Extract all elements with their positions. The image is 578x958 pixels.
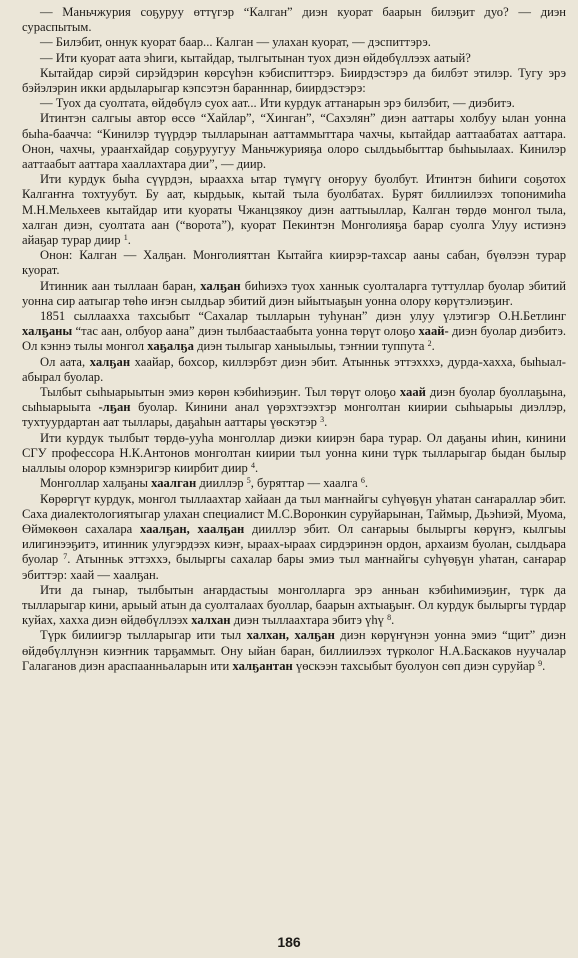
text-run: 1851 сыллааххa тахсыбыт “Сахалар тылларын туһунан” диэн улуу үлэтигэр О.Н.Бетлинг	[40, 309, 566, 324]
text-run: дииллэр эбит. Ол саҥарыы былыргы көрүҥэ, кылгыы илигинээҕитэ, итинник улугэрдээх киэҥ, ыраах-ыраах сирдэринэн ордон, архаизм буолан, сылдьара буолар	[22, 521, 566, 567]
bold-term: халхан	[191, 613, 231, 628]
text-run: .	[431, 339, 435, 354]
bold-term: хаҕалҕа	[147, 339, 194, 354]
paragraph	[22, 279, 566, 309]
text-run: диэн тыллаахтара эбитэ үһү	[230, 613, 388, 628]
text-run: Ити да гынар, тылбытын аҥардастыы монголларга эрэ анньан кэбиһимиэҕиҥ, түрк да тылларыгар кини, арыый атын да суолталаах буоллар, баарын ахтыаҕыҥ. Ол курдук былыргы түрдар куйах, хахха диэн өйдөбүллээх	[22, 582, 566, 628]
text-run: буолар. Кинини анал үөрэхтээхтэр монголтан киирии сыһыарыы диэллэр, тухтуурдартан аат тыллары, даҕаһын ааттары үөскэтэр	[22, 400, 566, 430]
bold-term: хаай-	[418, 324, 449, 339]
text-run: , буряттар — хаалга	[250, 476, 361, 491]
bold-term: хаалҕан, хаалҕан	[139, 521, 245, 536]
text-run: Көрөргүт курдук, монгол тыллаахтар хайаан да тыл маҥнайгы суһүөҕүн уһатан саҥараллар эбит. Саха диалектологиятыгар улахан специалист М.С.Воронкин суруйарынан, Таймыр, Дьэһиэй, Муома, Өймөкөөн сахалара	[22, 491, 566, 536]
text-run: Онон: Калган — Халҕан. Монголияттан Кытайга киирэр-тахсар ааны сабан, бүөлээн турар куорат.	[22, 248, 566, 278]
bold-term: халҕан	[89, 354, 131, 369]
text-run: .	[255, 461, 259, 476]
bold-term: халҕан	[200, 278, 241, 293]
paragraph	[22, 35, 566, 50]
footnote-ref: 9	[538, 658, 543, 668]
text-run: .	[542, 658, 546, 673]
text-run: Ол аата,	[40, 354, 90, 369]
page-body-text	[22, 5, 566, 674]
paragraph	[22, 583, 566, 629]
text-run: Ити курдук тылбыт төрдө-ууһа монголлар диэки киирэн бара турар. Ол даҕаны иһин, кинини СГУ профессора Н.К.Антонов монголтан киирии тыл уонна кини түрк тылларыгар быдан былыр ыаллыы олорор кэмнэригэр киирбит диир	[22, 430, 566, 476]
text-run: Түрк билиигэр тылларыгар ити тыл	[40, 628, 247, 643]
text-run: хаайар, бохсор, киллэрбэт диэн эбит. Атынньк эттэхххэ, дурда-хахха, быһыал-абырал буолар.	[22, 354, 566, 384]
text-run: Ити курдук быһа сүүрдэн, ыраахха ытар түмүгү оҥоруу буолбут. Итинтэн биһиги соҕотох Калгаҥҥа тохтуубут. Бу аат, кырдьык, кытай тыла буолбатах. Бурят биллиилээх топонимиһа М.Н.Мельхеев кытайдар ити куораты Чжанцзякоу диэн ааттыыллар, Калган төрдө монгол тыла, халган диэн, суолтата аан (“ворота”), куорат Пекинтэн Монголияҕа барар суолга Улуу истиэнэ айаҕар турар диир	[22, 172, 566, 248]
text-run: диэн буолар диэбитэ. Ол кэннэ тылы монгол	[22, 324, 566, 354]
bold-term: хаалган	[151, 476, 197, 491]
paragraph	[22, 385, 566, 431]
footnote-ref: 3	[320, 415, 325, 425]
text-run: “тас аан, олбуор аана” диэн тылбаастаабыта уонна төрүт олоҕо	[72, 324, 419, 339]
paragraph	[22, 492, 566, 583]
text-run: Итинник аан тыллаан баран,	[40, 278, 201, 293]
footnote-ref: 4	[251, 461, 255, 471]
text-run: .	[127, 233, 131, 248]
footnote-ref: 5	[246, 476, 251, 486]
text-run: — Билэбит, оннук куорат баар... Калган — улахан куорат, — дэспиттэрэ.	[40, 35, 431, 50]
paragraph	[22, 309, 566, 355]
text-run: — Туох да суолтата, өйдөбүлэ суох аат... Ити курдук аттанарын эрэ билэбит, — диэбитэ.	[40, 96, 515, 111]
text-run: — Ити куорат аата эһиги, кытайдар, тылгытынан туох диэн өйдөбүллээх аатый?	[40, 50, 471, 65]
bold-term: -лҕан	[98, 400, 131, 415]
paragraph	[22, 628, 566, 674]
paragraph	[22, 172, 566, 248]
footnote-ref: 7	[63, 552, 68, 562]
bold-term: халхан, халҕан	[246, 628, 335, 643]
text-run: .	[364, 476, 369, 491]
footnote-ref: 2	[427, 339, 432, 349]
paragraph	[22, 96, 566, 111]
text-run: — Маньчжурия соҕуруу өттүгэр “Калган” диэн куорат баарын билэҕит дуо? — диэн сураспытым.	[22, 5, 566, 35]
paragraph	[22, 431, 566, 477]
text-run: Кытайдар сирэй сирэйдэрин көрсүһэн кэбиспиттэрэ. Биирдэстэрэ да билбэт этилэр. Тугу эрэ бэйэлэрин икки ардыларыгар кэпсэтэн баранннар, биирдэстэрэ:	[22, 65, 566, 96]
text-run: .	[391, 613, 395, 628]
paragraph	[22, 476, 566, 491]
footnote-ref: 8	[387, 613, 392, 623]
footnote-ref: 1	[123, 233, 128, 243]
bold-term: халҕаны	[22, 324, 73, 339]
footnote-ref: 6	[360, 476, 365, 486]
paragraph	[22, 51, 566, 66]
text-run: дииллэр	[196, 476, 247, 491]
paragraph	[22, 355, 566, 385]
text-run: диэн тылыгар ханыылыы, тэҥнии туппута	[193, 339, 428, 354]
paragraph	[22, 111, 566, 172]
text-run: Итинтэн салгыы автор өссө “Хайлар”, “Хинган”, “Сахэлян” диэн ааттары холбуу ылан уонна быһа-баачча: “Кинилэр түүрдэр тылларынан ааттаммыттара чахчы, кытайдар ааттаабатах ааттара. Онон, чахчы, урааҥхайдар соҕуруугуу Маньчжурияҕа олоро сылдьыбыттар быһыылаах. Кинилэр ааттаабыт ааттара хааллахтара дии”, — диир.	[22, 111, 566, 172]
paragraph	[22, 66, 566, 96]
text-run: Монголлар халҕаны	[40, 476, 152, 491]
text-run: Тылбыт сыһыарыытын эмиэ көрөн кэбиһиэҕиҥ. Тыл төрүт олоҕо	[40, 385, 400, 400]
paragraph	[22, 248, 566, 278]
bold-term: халҕантан	[232, 658, 293, 673]
text-run: .	[324, 415, 328, 430]
text-run: . Атынньк эттэххэ, былыргы сахалар бары эмиэ тыл маҥнайгы суһүөҕүн уһатан, саҥарар эбиттэр: хаай — хаалҕан.	[22, 552, 566, 582]
text-run: биһиэхэ туох ханнык суолталарга туттуллар буолар эбитий уонна сир аатыгар төһө иҥэн сылдьар эбитий диэн ыйытыаҕын уонна олору көрүтэлиэҕиҥ.	[22, 278, 566, 308]
paragraph	[22, 5, 566, 35]
text-run: үөскээн тахсыбыт буолуон сөп диэн суруйар	[292, 658, 539, 673]
text-run: диэн көрүҥүнэн уонна эмиэ “щит” диэн өйдөбүллүнэн киэҥник тарҕаммыт. Ону ыйан баран, биллиилээх түрколог Н.А.Баскаков нуучалар Галаганов диэн араспаанньаларын ити	[22, 628, 566, 673]
bold-term: хаай	[399, 385, 426, 400]
page-number: 186	[277, 934, 301, 950]
text-run: диэн буолар буоллаҕына, сыһыарыыта	[22, 385, 566, 415]
